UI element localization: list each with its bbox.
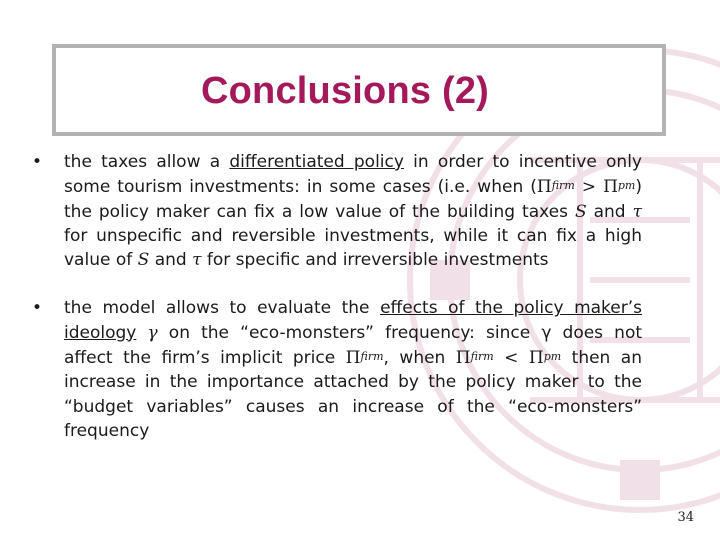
title-frame <box>52 44 666 136</box>
bullet-list <box>28 150 642 467</box>
page-number: 34 <box>677 510 694 525</box>
slide-title: Conclusions (2) <box>201 70 490 112</box>
underlined-phrase: differentiated policy <box>229 152 404 172</box>
bullet-marker: • <box>32 152 43 172</box>
underlined-phrase: effects of the policy maker’s ideology <box>64 298 642 343</box>
bullet-marker: • <box>32 298 43 319</box>
bullet-item-model: • the model allows to evaluate the effects of the policy maker’s ideology γ on the “eco-monsters” frequency: since γ does not affect the firm’s implicit price $\Pi^{firm}$, when $\Pi^{firm} < \Pi^{pm}$ then an increase in the importance attached by the policy maker to the “budget variables” causes an increase of the “eco-monsters” frequency <box>32 298 643 441</box>
bullet-item-taxes: • the taxes allow a differentiated policy in order to incentive only some tourism investments: in some cases (i.e. when $(\Pi^{firm} > \Pi^{pm})$ the policy maker can fix a low value of the building taxes S and τ for unspecific and reversible investments, while it can fix a high value of S and τ for specific and irreversible investments <box>32 152 643 271</box>
